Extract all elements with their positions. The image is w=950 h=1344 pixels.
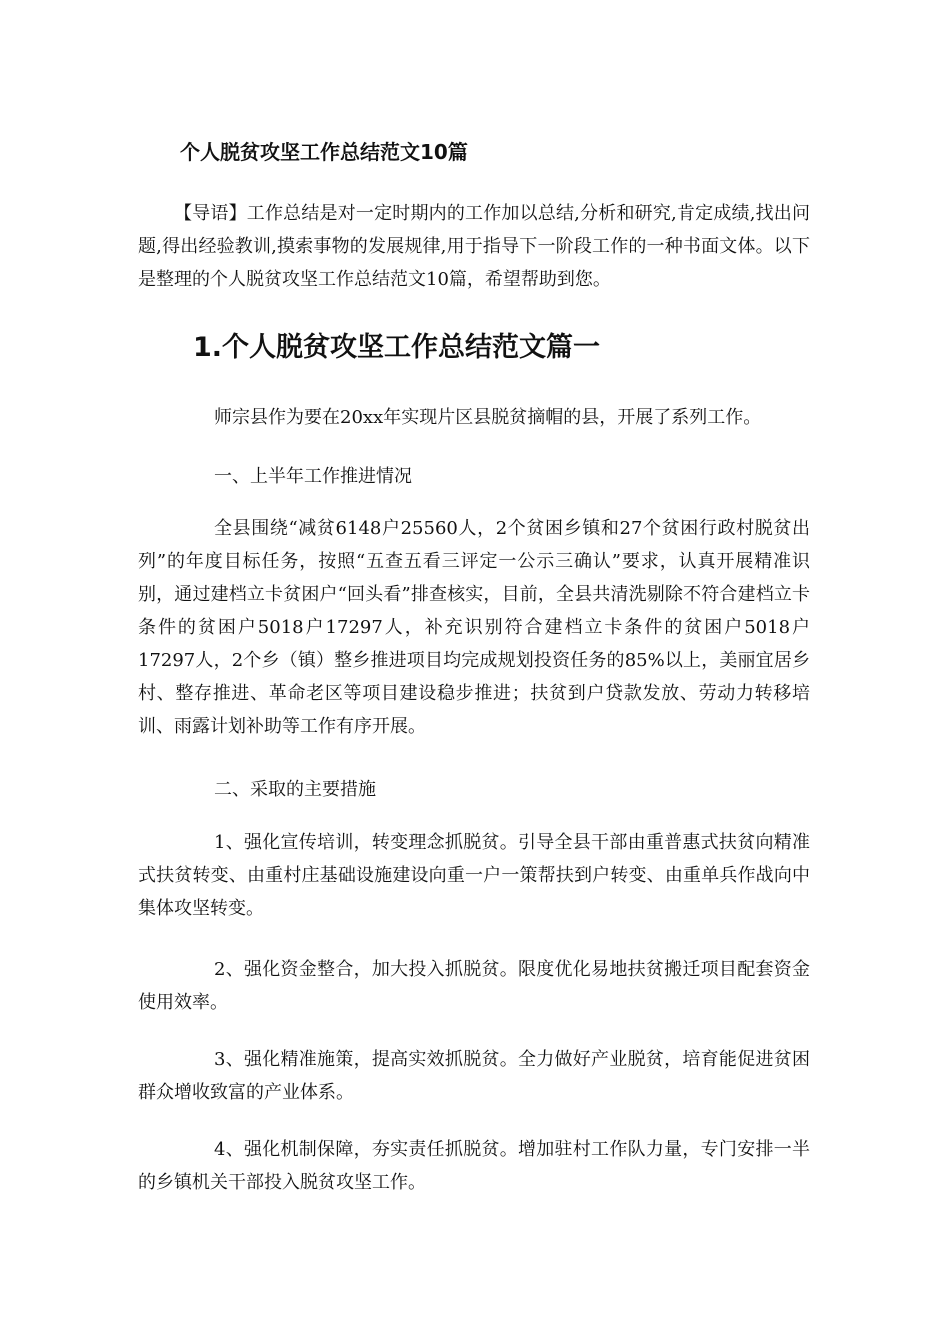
- paragraph: 1、强化宣传培训，转变理念抓脱贫。引导全县干部由重普惠式扶贫向精准式扶贫转变、由重村庄基础设施建设向重一户一策帮扶到户转变、由重单兵作战向中集体攻坚转变。: [138, 832, 810, 919]
- paragraph: 2、强化资金整合，加大投入抓脱贫。限度优化易地扶贫搬迁项目配套资金使用效率。: [138, 959, 810, 1013]
- document-title: 个人脱贫攻坚工作总结范文10篇: [180, 140, 468, 164]
- paragraph: 全县围绕“减贫6148户25560人，2个贫困乡镇和27个贫困行政村脱贫出列”的年度目标任务，按照“五查五看三评定一公示三确认”要求，认真开展精准识别，通过建档立卡贫困户“回头看”排查核实，目前，全县共清洗剔除不符合建档立卡条件的贫困户5018户17297人，补充识别符合建档立卡条件的贫困户5018户17297人，2个乡（镇）整乡推进项目均完成规划投资任务的85%以上，美丽宜居乡村、整存推进、革命老区等项目建设稳步推进；扶贫到户贷款发放、劳动力转移培训、雨露计划补助等工作有序开展。: [138, 518, 810, 737]
- paragraph: 3、强化精准施策，提高实效抓脱贫。全力做好产业脱贫，培育能促进贫困群众增收致富的产业体系。: [138, 1049, 810, 1103]
- subheading-paragraph: 二、采取的主要措施: [214, 779, 376, 800]
- paragraph: 4、强化机制保障，夯实责任抓脱贫。增加驻村工作队力量，专门安排一半的乡镇机关干部投入脱贫攻坚工作。: [138, 1139, 810, 1193]
- subheading-paragraph: 一、上半年工作推进情况: [214, 466, 412, 487]
- intro-paragraph: 【导语】工作总结是对一定时期内的工作加以总结,分析和研究,肯定成绩,找出问题,得出经验教训,摸索事物的发展规律,用于指导下一阶段工作的一种书面文体。以下是整理的个人脱贫攻坚工作总结范文10篇，希望帮助到您。: [138, 203, 810, 290]
- section-heading: 1.个人脱贫攻坚工作总结范文篇一: [193, 332, 601, 363]
- paragraph: 师宗县作为要在20xx年实现片区县脱贫摘帽的县，开展了系列工作。: [214, 407, 762, 428]
